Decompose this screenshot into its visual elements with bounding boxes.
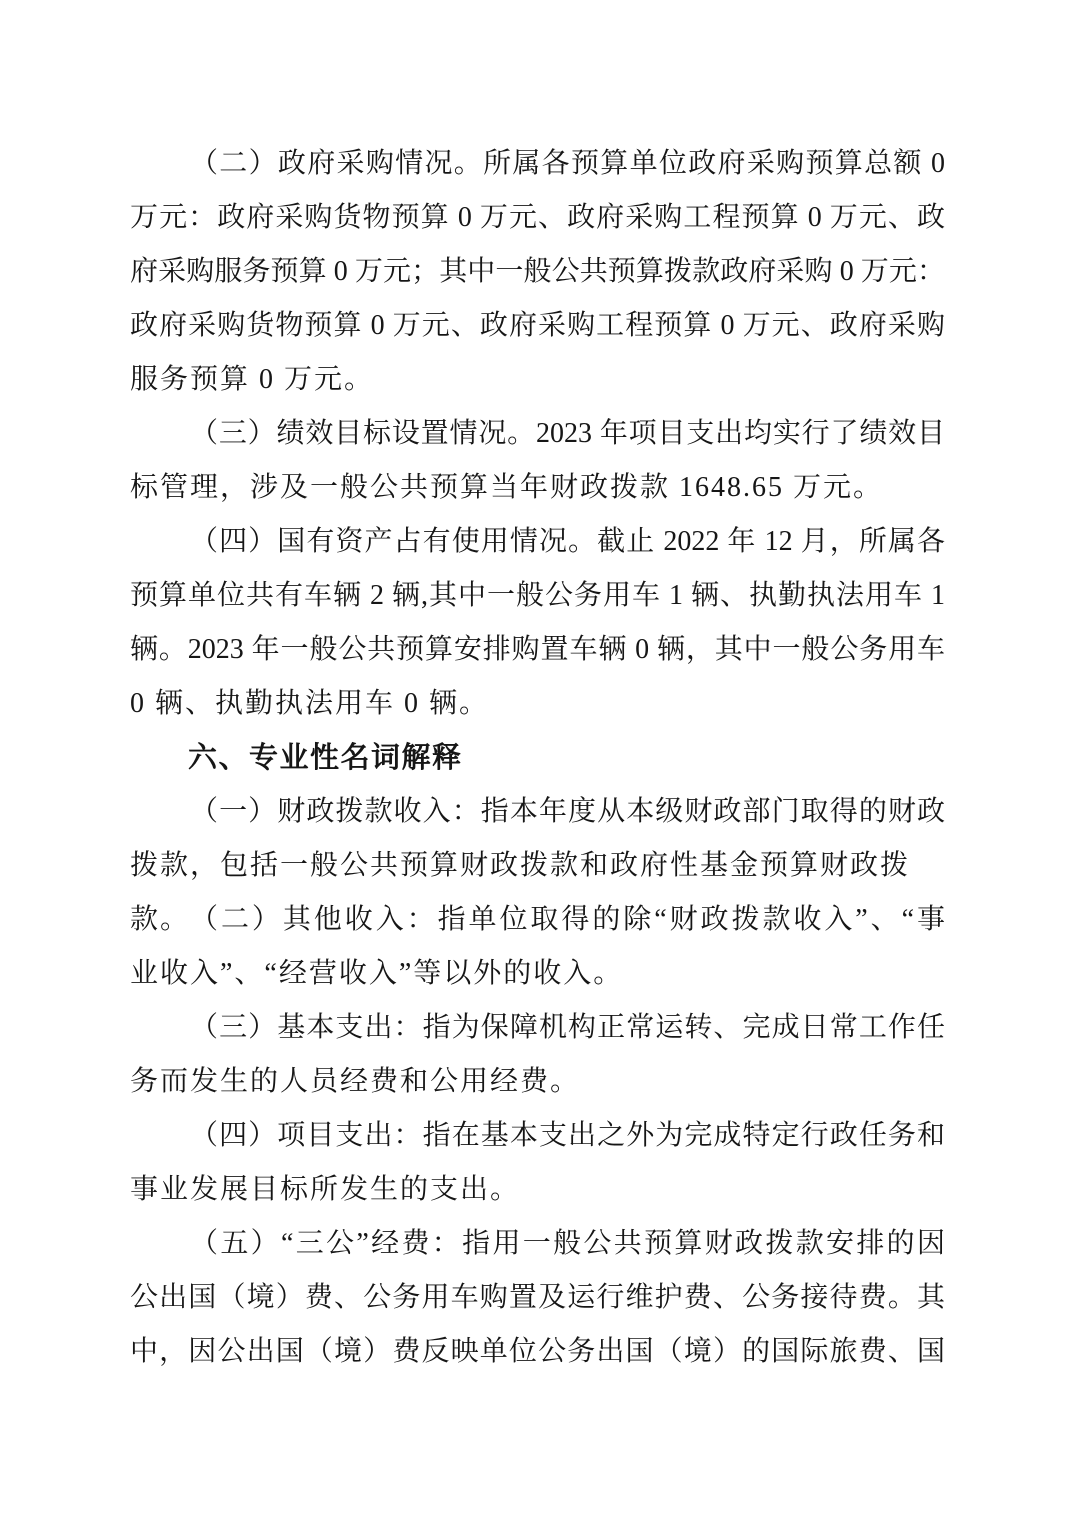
text-line: （一）财政拨款收入：指本年度从本级财政部门取得的财政 (190, 796, 945, 827)
text-line: 公出国（境）费、公务用车购置及运行维护费、公务接待费。其 (130, 1282, 945, 1313)
text-line: （四）国有资产占有使用情况。截止 2022 年 12 月，所属各 (190, 526, 945, 557)
paragraph-performance-targets (130, 407, 945, 515)
text-line: （三）基本支出：指为保障机构正常运转、完成日常工作任 (190, 1012, 945, 1043)
text-line: （四）项目支出：指在基本支出之外为完成特定行政任务和 (190, 1120, 945, 1151)
text-line: 业收入”、“经营收入”等以外的收入。 (130, 958, 624, 989)
text-line: （二）政府采购情况。所属各预算单位政府采购预算总额 0 (190, 148, 945, 179)
paragraph-term-basic-expenditure (130, 1001, 945, 1109)
text-line: （二）其他收入：指单位取得的除“财政拨款收入”、“事 (190, 904, 945, 935)
text-line: 标管理，涉及一般公共预算当年财政拨款 1648.65 万元。 (130, 472, 884, 503)
paragraph-term-three-public-expenses (130, 1217, 945, 1379)
text-line: 务而发生的人员经费和公用经费。 (130, 1066, 581, 1097)
paragraph-term-project-expenditure (130, 1109, 945, 1217)
text-line: 拨款，包括一般公共预算财政拨款和政府性基金预算财政拨款。 (130, 850, 911, 935)
text-line: 事业发展目标所发生的支出。 (130, 1174, 521, 1205)
section-heading: 六、专业性名词解释 (188, 742, 463, 774)
text-line: 预算单位共有车辆 2 辆,其中一般公务用车 1 辆、执勤执法用车 1 (130, 580, 945, 611)
text-line: 0 辆、执勤执法用车 0 辆。 (130, 688, 490, 719)
text-line: （三）绩效目标设置情况。2023 年项目支出均实行了绩效目 (190, 418, 945, 449)
text-line: 万元：政府采购货物预算 0 万元、政府采购工程预算 0 万元、政 (130, 202, 945, 233)
paragraph-term-other-income (130, 893, 945, 1001)
text-line: 府采购服务预算 0 万元；其中一般公共预算拨款政府采购 0 万元： (130, 256, 945, 287)
paragraph-government-procurement (130, 137, 945, 407)
text-line: （五）“三公”经费：指用一般公共预算财政拨款安排的因 (190, 1228, 945, 1259)
text-line: 政府采购货物预算 0 万元、政府采购工程预算 0 万元、政府采购 (130, 310, 945, 341)
document-body (130, 137, 945, 1379)
text-line: 中，因公出国（境）费反映单位公务出国（境）的国际旅费、国 (130, 1336, 945, 1367)
paragraph-state-owned-assets (130, 515, 945, 731)
text-line: 辆。2023 年一般公共预算安排购置车辆 0 辆，其中一般公务用车 (130, 634, 945, 665)
text-line: 服务预算 0 万元。 (130, 364, 375, 395)
